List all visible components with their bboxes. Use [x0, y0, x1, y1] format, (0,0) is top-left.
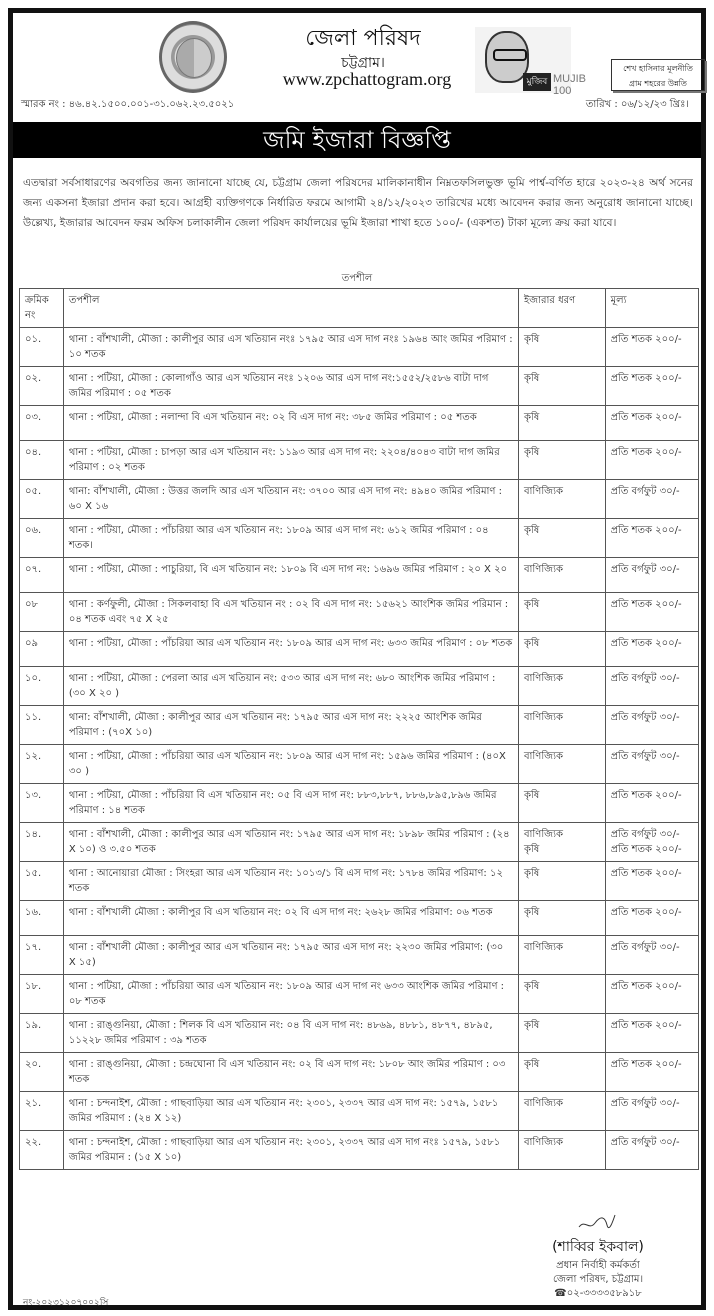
row-lease-type: কৃষি [518, 1014, 605, 1053]
signer-phone: ☎০২-৩৩৩৩৫৮৯১৮ [554, 1288, 642, 1299]
table-row [20, 406, 699, 441]
mujib-100-mark: MUJIB 100 [553, 73, 586, 97]
table-row [20, 519, 699, 558]
row-details: থানা : পটিয়া, মৌজা : পাচুরিয়া, বি এস খতিয়ান নং: ১৮০৯ বি এস দাগ নং: ১৬৯৬ জমির পরিমাণ : ২০ X ২০ [63, 558, 518, 593]
table-row [20, 1092, 699, 1131]
table-row [20, 441, 699, 480]
table-row [20, 745, 699, 784]
row-rate: প্রতি বর্গফুট ৩০/- [605, 706, 698, 745]
row-rate: প্রতি শতক ২০০/- [605, 367, 698, 406]
table-header-row [20, 289, 699, 328]
row-rate: প্রতি শতক ২০০/- [605, 632, 698, 667]
table-row [20, 328, 699, 367]
row-details: থানা : বাঁশখালী, মৌজা : কালীপুর আর এস খতিয়ান নং: ১৭৯৫ আর এস দাগ নং: ১৮৯৮ জমির পরিমাণ : (২৪ X ১০) ও ৩.৫০ শতক [63, 823, 518, 862]
notice-title: জমি ইজারা বিজ্ঞপ্তি [13, 122, 701, 158]
table-row [20, 975, 699, 1014]
row-lease-type: বাণিজ্যিক [518, 1092, 605, 1131]
row-serial: ০৩. [20, 406, 64, 441]
row-lease-type: কৃষি [518, 328, 605, 367]
row-details: থানা : পটিয়া, মৌজা : পাঁচরিয়া আর এস খতিয়ান নং: ১৮০৯ আর এস দাগ নং: ৬৩৩ জমির পরিমাণ : ০৮ শতক [63, 632, 518, 667]
row-rate: প্রতি শতক ২০০/- [605, 862, 698, 901]
row-serial: ২১. [20, 1092, 64, 1131]
row-serial: ১৪. [20, 823, 64, 862]
row-lease-type: কৃষি [518, 901, 605, 936]
row-rate: প্রতি বর্গফুট ৩০/- [605, 1131, 698, 1170]
row-details: থানা : পটিয়া, মৌজা : পেরলা আর এস খতিয়ান নং: ৫৩৩ আর এস দাগ নং: ৬৮০ আংশিক জমির পরিমাণ : (৩০ X ২০ ) [63, 667, 518, 706]
signer-office: জেলা পরিষদ, চট্টগ্রাম। [552, 1274, 644, 1285]
row-serial: ০৯ [20, 632, 64, 667]
row-details: থানা: বাঁশখালী, মৌজা : কালীপুর আর এস খতিয়ান নং: ১৭৯৫ আর এস দাগ নং: ২২২৫ আংশিক জমির পরিমাণ : (৭০X ১০) [63, 706, 518, 745]
row-serial: ০৭. [20, 558, 64, 593]
table-row [20, 706, 699, 745]
row-lease-type: কৃষি [518, 975, 605, 1014]
signer-name: (শাব্বির ইকবাল) [552, 1239, 644, 1255]
table-row [20, 901, 699, 936]
row-serial: ১৩. [20, 784, 64, 823]
row-details: থানা : রাঙ্গুনিয়া, মৌজা : চন্দ্রঘোনা বি এস খতিয়ান নং: ০২ বি এস দাগ নং: ১৮০৮ আং জমির পরিমাণ : ০৩ শতক [63, 1053, 518, 1092]
table-row [20, 480, 699, 519]
row-lease-type: বাণিজ্যিক [518, 558, 605, 593]
row-rate: প্রতি শতক ২০০/- [605, 1053, 698, 1092]
row-details: থানা : পটিয়া, মৌজা : পাঁচরিয়া আর এস খতিয়ান নং: ১৮০৯ আর এস দাগ নং: ১৫৯৬ জমির পরিমাণ : (৪০X ৩০ ) [63, 745, 518, 784]
row-details: থানা : চন্দনাইশ, মৌজা : গাছবাড়িয়া আর এস খতিয়ান নং: ২৩০১, ২৩৩৭ আর এস দাগ নং: ১৫৭৯, ১৫৮১ জমির পরিমাণ : (২৪ X ১২) [63, 1092, 518, 1131]
row-serial: ২০. [20, 1053, 64, 1092]
row-lease-type: বাণিজ্যিক [518, 706, 605, 745]
row-rate: প্রতি শতক ২০০/- [605, 975, 698, 1014]
row-rate: প্রতি শতক ২০০/- [605, 784, 698, 823]
row-details: থানা : পটিয়া, মৌজা : পাঁচরিয়া আর এস খতিয়ান নং: ১৮০৯ আর এস দাগ নং: ৬১২ জমির পরিমাণ : ০৪ শতক। [63, 519, 518, 558]
table-row [20, 1014, 699, 1053]
slogan-box [611, 59, 705, 91]
mujib-badge: মুজিব [523, 73, 551, 91]
slogan-line-2: গ্রাম শহরের উন্নতি [629, 79, 687, 88]
table-row [20, 632, 699, 667]
row-rate: প্রতি শতক ২০০/- [605, 901, 698, 936]
org-website-link[interactable]: www.zpchattogram.org [282, 69, 452, 89]
row-rate: প্রতি বর্গফুট ৩০/- [605, 936, 698, 975]
signature-block [503, 1213, 693, 1301]
handwritten-signature [503, 1213, 693, 1233]
row-lease-type: কৃষি [518, 862, 605, 901]
row-lease-type: কৃষি [518, 367, 605, 406]
row-serial: ০১. [20, 328, 64, 367]
org-city: চট্টগ্রাম। [341, 55, 385, 71]
table-row [20, 936, 699, 975]
table-row [20, 862, 699, 901]
row-lease-type: কৃষি [518, 1053, 605, 1092]
row-rate: প্রতি বর্গফুট ৩০/- [605, 558, 698, 593]
row-serial: ১৫. [20, 862, 64, 901]
row-details: থানা : পটিয়া, মৌজা : চাপড়া আর এস খতিয়ান নং: ১১৯৩ আর এস দাগ নং: ২২০৪/৪০৪৩ বাটা দাগ জমির পরিমাণ : ০২ শতক [63, 441, 518, 480]
notice-frame [8, 8, 706, 1310]
row-details: থানা : পটিয়া, মৌজা : পাঁচরিয়া বি এস খতিয়ান নং: ০৫ বি এস দাগ নং: ৮৮৩,৮৮৭, ৮৮৬,৮৯৫,৮৯৬ জমির পরিমাণ : ১৪ শতক [63, 784, 518, 823]
row-details: থানা : পটিয়া, মৌজা : নলান্দা বি এস খতিয়ান নং: ০২ বি এস দাগ নং: ৩৮৫ জমির পরিমাণ : ০৫ শতক [63, 406, 518, 441]
row-serial: ০৬. [20, 519, 64, 558]
row-rate: প্রতি বর্গফুট ৩০/- [605, 480, 698, 519]
letterhead [13, 13, 701, 123]
table-row [20, 593, 699, 632]
col-header-rate: মূল্য [605, 289, 698, 328]
row-serial: ১২. [20, 745, 64, 784]
row-lease-type: বাণিজ্যিক [518, 480, 605, 519]
row-serial: ০২. [20, 367, 64, 406]
row-rate: প্রতি বর্গফুট ৩০/- [605, 1092, 698, 1131]
row-lease-type: কৃষি [518, 406, 605, 441]
row-details: থানা : কর্ণফুলী, মৌজা : সিকলবাহা বি এস খতিয়ান নং : ০২ বি এস দাগ নং: ১৫৬২১ আংশিক জমির পরিমান : ০৪ শতক এবং ৭৫ X ২৫ [63, 593, 518, 632]
table-row [20, 823, 699, 862]
footer-reference-number: নং-২০২৩১২০৭০০২সি [23, 1298, 109, 1308]
row-lease-type: কৃষি [518, 632, 605, 667]
col-header-serial: ক্রমিক নং [20, 289, 64, 328]
row-lease-type: কৃষি [518, 593, 605, 632]
row-rate: প্রতি বর্গফুট ৩০/- [605, 667, 698, 706]
row-serial: ২২. [20, 1131, 64, 1170]
row-rate: প্রতি শতক ২০০/- [605, 519, 698, 558]
table-row [20, 1131, 699, 1170]
row-serial: ০৪. [20, 441, 64, 480]
org-name: জেলা পরিষদ [305, 26, 421, 51]
row-serial: ০৮ [20, 593, 64, 632]
row-details: থানা : বাঁশখালী মৌজা : কালীপুর বি এস খতিয়ান নং: ০২ বি এস দাগ নং: ২৬২৮ জমির পরিমাণ: ০৬ শতক [63, 901, 518, 936]
row-details: থানা : রাঙ্গুনিয়া, মৌজা : শিলক বি এস খতিয়ান নং: ০৪ বি এস দাগ নং: ৪৮৬৯, ৪৮৮১, ৪৮৭৭, ৪৮৯৫, ১১২২৮ জমির পরিমাণ : ৩৯ শতক [63, 1014, 518, 1053]
row-serial: ১১. [20, 706, 64, 745]
row-serial: ১৭. [20, 936, 64, 975]
row-rate: প্রতি শতক ২০০/- [605, 1014, 698, 1053]
row-lease-type: কৃষি [518, 784, 605, 823]
table-row [20, 1053, 699, 1092]
row-details: থানা : আনোয়ারা মৌজা : সিংহরা আর এস খতিয়ান নং: ১০১৩/১ বি এস দাগ নং: ১৭৮৪ জমির পরিমাণ: ১২ শতক [63, 862, 518, 901]
mujib-100-portrait-logo [475, 27, 586, 97]
row-lease-type: কৃষি [518, 519, 605, 558]
row-rate: প্রতি বর্গফুট ৩০/- প্রতি শতক ২০০/- [605, 823, 698, 862]
intro-paragraph: এতদ্বারা সর্বসাধারণের অবগতির জন্য জানানো যাচ্ছে যে, চট্টগ্রাম জেলা পরিষদের মালিকানাধীন নিম্নতফসিলভুক্ত ভূমি পার্শ্ব-বর্ণিত হারে ২০২৩-২৪ অর্থ সনের জন্য একসনা ইজারা প্রদান করা হবে। আগ্রহী ব্যক্তিগণকে নির্ধারিত ফরমে আগামী ২৪/১২/২০২৩ তারিখের মধ্যে আবেদন করার জন্য অনুরোধ জানানো যাচ্ছে। উল্লেখ্য, ইজারার আবেদন ফরম অফিস চলাকালীন জেলা পরিষদ কার্যালয়ের ভূমি ইজারা শাখা হতে ১০০/- (একশত) টাকা মূল্যে ক্রয় করা যাবে। [23, 177, 693, 229]
row-serial: ১০. [20, 667, 64, 706]
table-row [20, 784, 699, 823]
row-lease-type: কৃষি [518, 441, 605, 480]
row-serial: ১৬. [20, 901, 64, 936]
col-header-lease-type: ইজারার ধরণ [518, 289, 605, 328]
row-details: থানা : বাঁশখালী মৌজা : কালীপুর আর এস খতিয়ান নং: ১৭৯৫ আর এস দাগ নং: ২২৩০ জমির পরিমাণ: (৩০ X ১৫) [63, 936, 518, 975]
row-details: থানা : চন্দনাইশ, মৌজা : গাছবাড়িয়া আর এস খতিয়ান নং: ২৩০১, ২৩৩৭ আর এস দাগ নংঃ ১৫৭৯, ১৫৮১ জমির পরিমান : (১৫ X ১০) [63, 1131, 518, 1170]
table-row [20, 667, 699, 706]
district-council-seal-logo [159, 21, 227, 93]
slogan-line-1: শেখ হাসিনার মূলনীতি [623, 64, 693, 73]
table-row [20, 367, 699, 406]
land-schedule-table [19, 288, 699, 1170]
table-row [20, 558, 699, 593]
signer-designation: প্রধান নির্বাহী কর্মকর্তা [556, 1260, 640, 1271]
notice-date: তারিখ : ০৬/১২/২৩ খ্রিঃ। [585, 99, 689, 110]
row-lease-type: বাণিজ্যিক [518, 667, 605, 706]
row-details: থানা : বাঁশখালী, মৌজা : কালীপুর আর এস খতিয়ান নংঃ ১৭৯৫ আর এস দাগ নংঃ ১৯৬৪ আং জমির পরিমাণ : ১০ শতক [63, 328, 518, 367]
row-rate: প্রতি শতক ২০০/- [605, 406, 698, 441]
row-serial: ১৮. [20, 975, 64, 1014]
row-rate: প্রতি শতক ২০০/- [605, 593, 698, 632]
seal-emblem [176, 38, 212, 78]
row-details: থানা : পটিয়া, মৌজা : কোলাগাঁও আর এস খতিয়ান নংঃ ১২০৬ আর এস দাগ নং:১৫৫২/২৫৮৬ বাটা দাগ জমির পরিমাণ : ০৫ শতক [63, 367, 518, 406]
row-rate: প্রতি বর্গফুট ৩০/- [605, 745, 698, 784]
row-serial: ১৯. [20, 1014, 64, 1053]
row-details: থানা: বাঁশখালী, মৌজা : উত্তর জলদি আর এস খতিয়ান নং: ৩৭০০ আর এস দাগ নং: ৪৯৪০ জমির পরিমাণ : ৬০ X ১৬ [63, 480, 518, 519]
row-details: থানা : পটিয়া, মৌজা : পাঁচরিয়া আর এস খতিয়ান নং: ১৮০৯ আর এস দাগ নং ৬৩৩ আংশিক জমির পরিমাণ : ০৮ শতক [63, 975, 518, 1014]
row-lease-type: বাণিজ্যিক [518, 1131, 605, 1170]
row-rate: প্রতি শতক ২০০/- [605, 441, 698, 480]
schedule-heading: তপশীল [341, 273, 373, 284]
row-rate: প্রতি শতক ২০০/- [605, 328, 698, 367]
row-serial: ০৫. [20, 480, 64, 519]
row-lease-type: বাণিজ্যিক কৃষি [518, 823, 605, 862]
col-header-details: তপশীল [63, 289, 518, 328]
memo-number: স্মারক নং : ৪৬.৪২.১৫০০.০০১-৩১.০৬২.২৩.৫০২১ [21, 99, 235, 110]
portrait-glasses [493, 49, 527, 61]
row-lease-type: বাণিজ্যিক [518, 745, 605, 784]
row-lease-type: বাণিজ্যিক [518, 936, 605, 975]
